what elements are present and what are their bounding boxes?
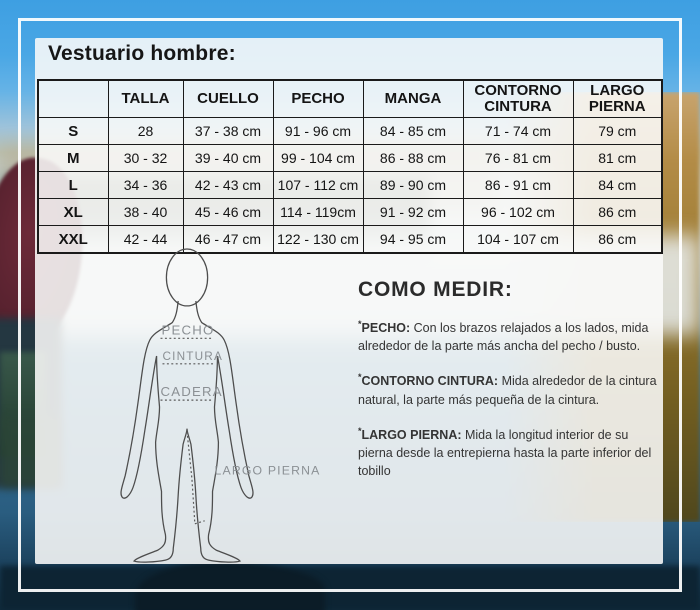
size-guide-panel <box>35 38 663 564</box>
column-header-largo-pierna: LARGO PIERNA <box>573 80 662 118</box>
size-cell: M <box>38 145 108 172</box>
table-cell: 86 - 91 cm <box>463 172 573 199</box>
measure-term: PECHO: <box>361 321 411 336</box>
asterisk: * <box>358 372 362 383</box>
measure-item-largo-pierna <box>358 425 658 481</box>
table-cell: 99 - 104 cm <box>273 145 363 172</box>
table-cell: 42 - 44 <box>108 226 183 254</box>
measure-term: CONTORNO CINTURA: <box>361 374 499 389</box>
column-header-manga: MANGA <box>363 80 463 118</box>
table-cell: 39 - 40 cm <box>183 145 273 172</box>
table-cell: 84 cm <box>573 172 662 199</box>
measure-text: Con los brazos relajados a los lados, mida alrededor de la parte más ancha del pecho / busto. <box>358 321 649 354</box>
table-cell: 79 cm <box>573 118 662 145</box>
diagram-label-cintura: CINTURA <box>162 349 224 363</box>
measure-term: LARGO PIERNA: <box>361 427 462 442</box>
measure-text: Mida alrededor de la cintura natural, la parte más pequeña de la cintura. <box>358 374 657 407</box>
table-cell: 114 - 119cm <box>273 199 363 226</box>
header-row <box>38 80 662 118</box>
column-header-cuello: CUELLO <box>183 80 273 118</box>
column-header-empty <box>38 80 108 118</box>
measure-text: Mida la longitud interior de su pierna desde la entrepierna hasta la parte inferior del tobillo <box>358 427 652 479</box>
table-cell: 122 - 130 cm <box>273 226 363 254</box>
table-cell: 94 - 95 cm <box>363 226 463 254</box>
table-cell: 104 - 107 cm <box>463 226 573 254</box>
diagram-label-largo-pierna: LARGO PIERNA <box>214 463 321 478</box>
size-cell: S <box>38 118 108 145</box>
table-cell: 76 - 81 cm <box>463 145 573 172</box>
table-cell: 38 - 40 <box>108 199 183 226</box>
measure-item-pecho <box>358 318 658 355</box>
size-cell: L <box>38 172 108 199</box>
body-measurement-diagram <box>115 248 321 564</box>
table-cell: 37 - 38 cm <box>183 118 273 145</box>
human-silhouette-outline <box>121 249 253 562</box>
largo-pierna-tick <box>195 521 205 524</box>
table-row-s <box>38 118 662 145</box>
table-cell: 28 <box>108 118 183 145</box>
column-header-talla: TALLA <box>108 80 183 118</box>
table-row-l <box>38 172 662 199</box>
table-cell: 84 - 85 cm <box>363 118 463 145</box>
column-header-pecho: PECHO <box>273 80 363 118</box>
table-cell: 42 - 43 cm <box>183 172 273 199</box>
table-cell: 86 - 88 cm <box>363 145 463 172</box>
column-header-contorno-cintura: CONTORNO CINTURA <box>463 80 573 118</box>
dark-rocky-shore <box>0 566 700 610</box>
asterisk: * <box>358 425 362 436</box>
table-cell: 45 - 46 cm <box>183 199 273 226</box>
table-cell: 86 cm <box>573 226 662 254</box>
table-cell: 86 cm <box>573 199 662 226</box>
table-row-m <box>38 145 662 172</box>
table-cell: 46 - 47 cm <box>183 226 273 254</box>
how-to-measure-section <box>358 278 658 480</box>
page-title: Vestuario hombre: <box>48 42 236 65</box>
table-cell: 91 - 92 cm <box>363 199 463 226</box>
how-to-measure-heading: COMO MEDIR: <box>358 278 513 301</box>
table-cell: 30 - 32 <box>108 145 183 172</box>
table-cell: 34 - 36 <box>108 172 183 199</box>
size-cell: XL <box>38 199 108 226</box>
measure-item-contorno-cintura <box>358 371 658 408</box>
diagram-label-pecho: PECHO <box>161 322 215 338</box>
table-cell: 96 - 102 cm <box>463 199 573 226</box>
size-chart-table <box>37 79 663 254</box>
table-cell: 91 - 96 cm <box>273 118 363 145</box>
table-cell: 89 - 90 cm <box>363 172 463 199</box>
table-cell: 81 cm <box>573 145 662 172</box>
diagram-label-cadera: CADERA <box>160 384 223 400</box>
table-cell: 107 - 112 cm <box>273 172 363 199</box>
asterisk: * <box>358 319 362 329</box>
table-row-xl <box>38 199 662 226</box>
size-cell: XXL <box>38 226 108 254</box>
table-cell: 71 - 74 cm <box>463 118 573 145</box>
